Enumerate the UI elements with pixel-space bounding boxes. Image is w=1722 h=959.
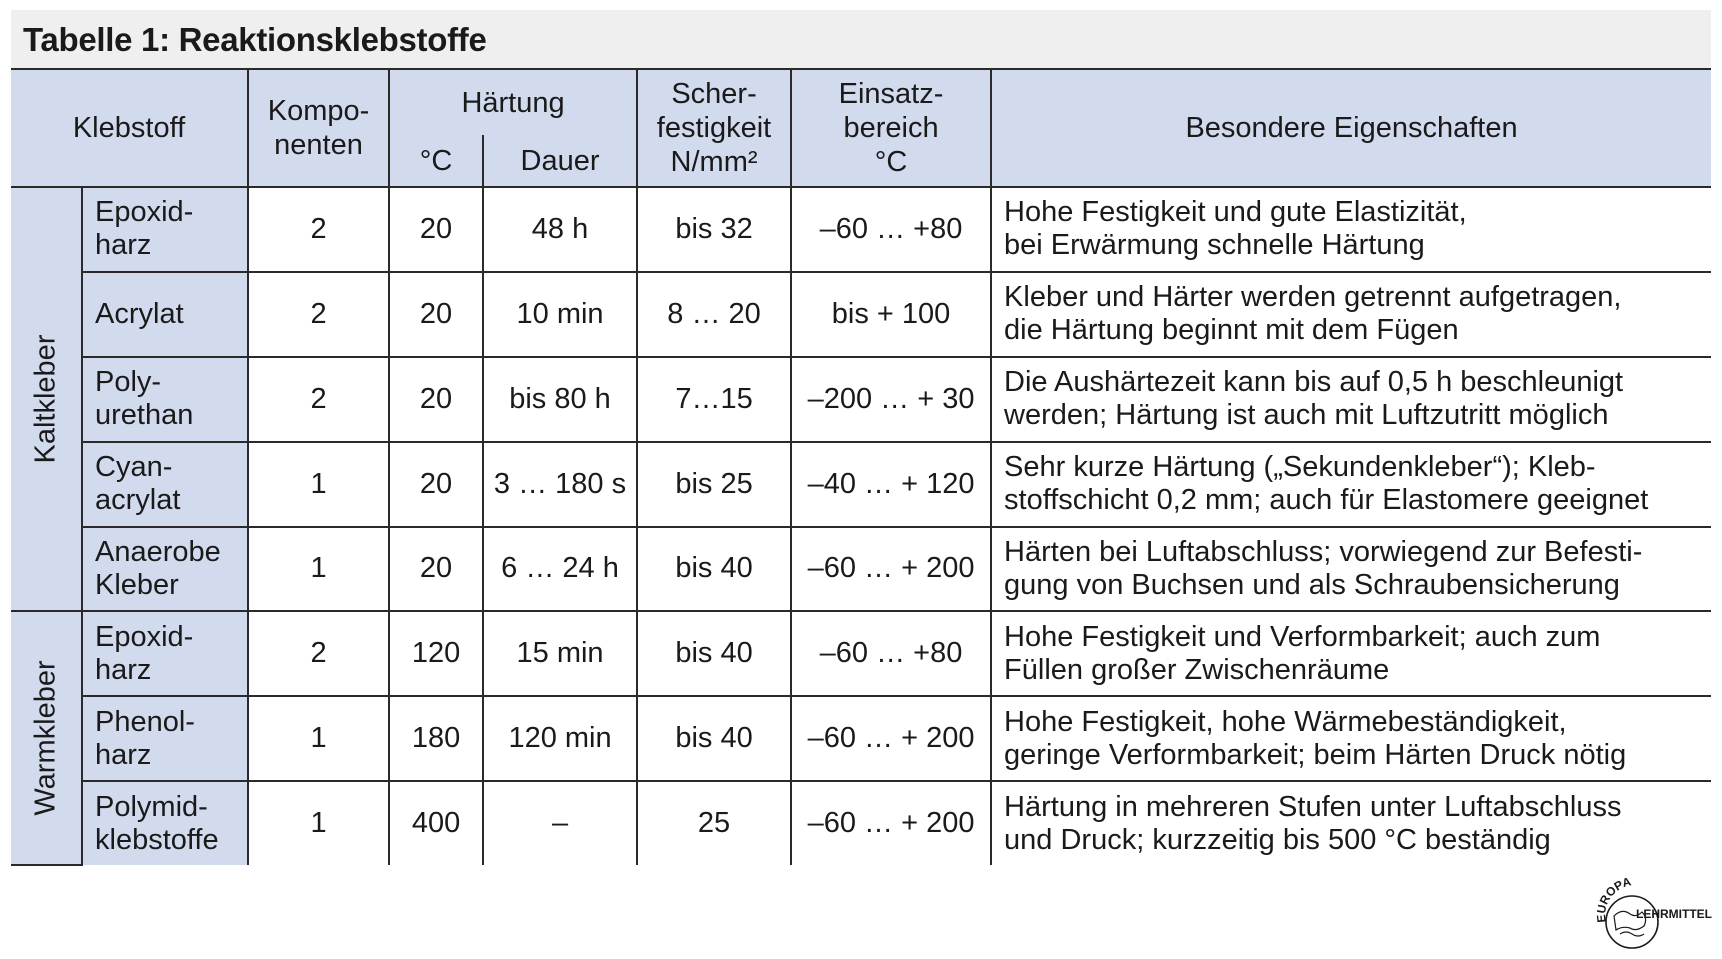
komponenten-value: 2	[248, 272, 389, 357]
duration-value: 10 min	[483, 272, 637, 357]
header-klebstoff: Klebstoff	[11, 69, 248, 187]
temperature-value: 20	[389, 272, 483, 357]
header-dauer: Dauer	[483, 135, 637, 187]
header-einsatzbereich: Einsatz- bereich °C	[791, 69, 991, 187]
shear-value: bis 40	[637, 527, 791, 612]
logo-text-top: EUROPA	[1594, 874, 1633, 924]
table-row	[11, 781, 1711, 865]
temperature-value: 400	[389, 781, 483, 865]
header-scherfestigkeit: Scher- festigkeit N/mm²	[637, 69, 791, 187]
properties-text: Härtung in mehreren Stufen unter Luftabschluss und Druck; kurzzeitig bis 500 °C beständig	[991, 781, 1711, 865]
adhesive-name: Polymid- klebstoffe	[82, 781, 248, 865]
properties-text: Hohe Festigkeit und gute Elastizität, bei Erwärmung schnelle Härtung	[991, 187, 1711, 272]
duration-value: 48 h	[483, 187, 637, 272]
komponenten-value: 1	[248, 781, 389, 865]
table-row	[11, 357, 1711, 442]
header-temperatur: °C	[389, 135, 483, 187]
globe-icon	[1606, 896, 1658, 948]
table-row	[11, 696, 1711, 781]
header-komponenten: Kompo- nenten	[248, 69, 389, 187]
logo-text-bottom: LEHRMITTEL	[1636, 907, 1712, 921]
shear-value: 7…15	[637, 357, 791, 442]
table-row	[11, 187, 1711, 272]
temperature-value: 20	[389, 187, 483, 272]
group-warmkleber	[11, 611, 82, 865]
range-value: –60 … + 200	[791, 696, 991, 781]
group-label-warmkleber: Warmkleber	[29, 660, 62, 816]
adhesive-name: Anaerobe Kleber	[82, 527, 248, 612]
adhesive-name: Acrylat	[82, 272, 248, 357]
temperature-value: 20	[389, 442, 483, 527]
komponenten-value: 1	[248, 527, 389, 612]
range-value: –60 … +80	[791, 187, 991, 272]
table-title-bar	[11, 10, 1711, 68]
shear-value: bis 25	[637, 442, 791, 527]
duration-value: bis 80 h	[483, 357, 637, 442]
shear-value: 25	[637, 781, 791, 865]
table-title: Tabelle 1: Reaktionsklebstoffe	[23, 21, 487, 58]
duration-value: 120 min	[483, 696, 637, 781]
temperature-value: 20	[389, 357, 483, 442]
range-value: –60 … + 200	[791, 781, 991, 865]
properties-text: Die Aushärtezeit kann bis auf 0,5 h beschleunigt werden; Härtung ist auch mit Luftzutritt möglich	[991, 357, 1711, 442]
range-value: –60 … +80	[791, 611, 991, 696]
adhesives-table	[11, 68, 1711, 866]
shear-value: 8 … 20	[637, 272, 791, 357]
properties-text: Sehr kurze Härtung („Sekundenkleber“); Kleb- stoffschicht 0,2 mm; auch für Elastomere geeignet	[991, 442, 1711, 527]
duration-value: 6 … 24 h	[483, 527, 637, 612]
adhesive-name: Phenol- harz	[82, 696, 248, 781]
properties-text: Hohe Festigkeit und Verformbarkeit; auch zum Füllen großer Zwischenräume	[991, 611, 1711, 696]
shear-value: bis 40	[637, 611, 791, 696]
properties-text: Kleber und Härter werden getrennt aufgetragen, die Härtung beginnt mit dem Fügen	[991, 272, 1711, 357]
temperature-value: 20	[389, 527, 483, 612]
temperature-value: 120	[389, 611, 483, 696]
range-value: –60 … + 200	[791, 527, 991, 612]
table-row	[11, 611, 1711, 696]
komponenten-value: 2	[248, 187, 389, 272]
komponenten-value: 2	[248, 611, 389, 696]
komponenten-value: 1	[248, 696, 389, 781]
header-haertung: Härtung	[389, 69, 637, 135]
duration-value: 15 min	[483, 611, 637, 696]
range-value: –200 … + 30	[791, 357, 991, 442]
duration-value: –	[483, 781, 637, 865]
table-row	[11, 442, 1711, 527]
adhesive-name: Cyan- acrylat	[82, 442, 248, 527]
header-eigenschaften: Besondere Eigenschaften	[991, 69, 1711, 187]
shear-value: bis 40	[637, 696, 791, 781]
group-kaltkleber	[11, 187, 82, 611]
adhesive-name: Epoxid- harz	[82, 187, 248, 272]
duration-value: 3 … 180 s	[483, 442, 637, 527]
shear-value: bis 32	[637, 187, 791, 272]
table-row	[11, 527, 1711, 612]
range-value: –40 … + 120	[791, 442, 991, 527]
komponenten-value: 1	[248, 442, 389, 527]
properties-text: Härten bei Luftabschluss; vorwiegend zur Befesti- gung von Buchsen und als Schraubensicherung	[991, 527, 1711, 612]
table-row	[11, 272, 1711, 357]
temperature-value: 180	[389, 696, 483, 781]
range-value: bis + 100	[791, 272, 991, 357]
adhesive-name: Epoxid- harz	[82, 611, 248, 696]
komponenten-value: 2	[248, 357, 389, 442]
europa-lehrmittel-logo	[1586, 872, 1712, 952]
properties-text: Hohe Festigkeit, hohe Wärmebeständigkeit, geringe Verformbarkeit; beim Härten Druck nötig	[991, 696, 1711, 781]
group-label-kaltkleber: Kaltkleber	[29, 334, 62, 464]
adhesive-name: Poly- urethan	[82, 357, 248, 442]
